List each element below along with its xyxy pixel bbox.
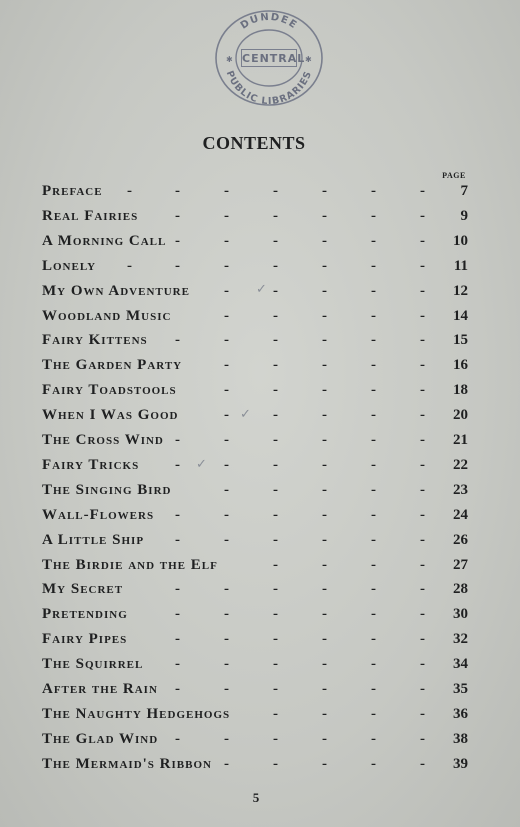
toc-entry-title: The Singing Bird: [42, 481, 172, 498]
pencil-check-icon: ✓: [196, 457, 207, 472]
toc-entry: [0, 355, 520, 380]
toc-entry: [0, 555, 520, 580]
dot-leaders: - - - - - -: [175, 432, 425, 448]
dot-leaders: - - - - - - -: [127, 183, 425, 199]
toc-entry: [0, 704, 520, 729]
toc-entry: [0, 380, 520, 405]
toc-entry-page: 18: [453, 382, 468, 399]
dot-leaders: - - - - -: [224, 407, 425, 424]
dot-leaders: - - - - - -: [175, 681, 425, 697]
toc-entry: [0, 306, 520, 331]
toc-entry-page: 35: [453, 681, 468, 697]
toc-entry: [0, 480, 520, 505]
toc-entry-page: 20: [453, 407, 468, 424]
toc-entry-page: 9: [460, 207, 468, 224]
toc-entry-page: 22: [453, 456, 468, 473]
toc-entry-title: Preface: [42, 183, 103, 199]
toc-entry-page: 27: [453, 556, 468, 573]
toc-entry-page: 7: [460, 183, 468, 199]
toc-entry-page: 14: [453, 307, 468, 324]
toc-entry-page: 38: [453, 730, 468, 747]
toc-entry: [0, 455, 520, 480]
stamp-bottom-text: PUBLIC LIBRARIES: [223, 69, 315, 108]
toc-entry-title: Lonely: [42, 257, 97, 274]
toc-entry-title: My Secret: [42, 581, 124, 598]
toc-entry-title: Woodland Music: [42, 307, 172, 324]
toc-entry-title: The Naughty Hedgehogs: [42, 705, 231, 722]
dot-leaders: - - - - - - -: [127, 257, 425, 274]
dot-leaders: - - - - -: [224, 755, 425, 772]
toc-entry-page: 39: [453, 755, 468, 772]
toc-entry: [0, 231, 520, 256]
toc-entry-page: 12: [453, 282, 468, 299]
dot-leaders: - - - - - -: [175, 207, 425, 224]
dot-leaders: - - - - - -: [175, 581, 425, 598]
toc-entry-title: When I Was Good: [42, 407, 179, 424]
toc-entry-title: The Mermaid's Ribbon: [42, 755, 212, 772]
toc-entry-page: 16: [453, 357, 468, 374]
dot-leaders: - - - - - -: [175, 656, 425, 673]
toc-entry: [0, 256, 520, 281]
stamp-center-text: CENTRAL: [241, 49, 297, 67]
dot-leaders: - - - - -: [224, 357, 425, 374]
toc-entry: [0, 330, 520, 355]
toc-entry: [0, 579, 520, 604]
toc-entry-page: 23: [453, 481, 468, 498]
toc-entry: [0, 405, 520, 430]
pencil-check-icon: ✓: [240, 407, 251, 422]
svg-text:✱: ✱: [305, 55, 312, 64]
toc-entry-page: 21: [453, 432, 468, 448]
toc-entry: [0, 679, 520, 704]
toc-entry-title: My Own Adventure: [42, 282, 190, 299]
toc-entry: [0, 206, 520, 231]
toc-entry-title: The Birdie and the Elf: [42, 556, 218, 573]
page-number: 5: [252, 790, 260, 805]
dot-leaders: - - - - - -: [175, 531, 425, 548]
dot-leaders: - - - - -: [224, 282, 425, 299]
dot-leaders: - - - - - -: [175, 506, 425, 523]
dot-leaders: - - - - - -: [175, 730, 425, 747]
toc-entry-title: Fairy Pipes: [42, 631, 128, 648]
toc-entry-page: 36: [453, 705, 468, 722]
toc-entry: [0, 505, 520, 530]
dot-leaders: - - - - - -: [175, 631, 425, 648]
toc-entry-title: Pretending: [42, 606, 128, 623]
toc-entry-page: 32: [453, 631, 468, 648]
toc-entry: [0, 629, 520, 654]
toc-entry-title: The Glad Wind: [42, 730, 159, 747]
svg-text:PUBLIC LIBRARIES: [224, 69, 315, 107]
toc-entry-title: The Garden Party: [42, 357, 183, 374]
toc-entry-page: 11: [453, 257, 468, 274]
pencil-check-icon: ✓: [256, 282, 267, 297]
toc-entry-page: 10: [453, 232, 468, 249]
toc-entry: [0, 530, 520, 555]
dot-leaders: - - - -: [273, 705, 425, 722]
toc-entry-page: 28: [453, 581, 468, 598]
dot-leaders: - - - - -: [224, 382, 425, 399]
svg-text:✱: ✱: [226, 55, 233, 64]
toc-entry-title: Fairy Toadstools: [42, 382, 177, 399]
page-title: CONTENTS: [202, 133, 306, 153]
dot-leaders: - - - -: [273, 556, 425, 573]
toc-entry-page: 26: [453, 531, 468, 548]
toc-entry-title: Fairy Kittens: [42, 332, 148, 349]
toc-entry-page: 30: [453, 606, 468, 623]
toc-entry: [0, 654, 520, 679]
toc-entry: [0, 181, 520, 206]
toc-entry-title: A Morning Call: [42, 232, 167, 249]
page-column-label: PAGE: [442, 171, 466, 180]
toc-entry-page: 15: [453, 332, 468, 349]
dot-leaders: - - - - - -: [175, 232, 425, 249]
toc-entry-title: The Squirrel: [42, 656, 144, 673]
toc-entry-title: After the Rain: [42, 681, 158, 697]
dot-leaders: - - - - - -: [175, 456, 425, 473]
dot-leaders: - - - - - -: [175, 332, 425, 349]
toc-entry-title: Wall-Flowers: [42, 506, 155, 523]
toc-entry-page: 34: [453, 656, 468, 673]
dot-leaders: - - - - -: [224, 481, 425, 498]
toc-entry: [0, 604, 520, 629]
toc-entry: [0, 430, 520, 455]
dot-leaders: - - - - - -: [175, 606, 425, 623]
toc-entry-title: The Cross Wind: [42, 432, 164, 448]
toc-entry-page: 24: [453, 506, 468, 523]
dot-leaders: - - - - -: [224, 307, 425, 324]
toc-entry: [0, 729, 520, 754]
toc-entry-title: Real Fairies: [42, 207, 139, 224]
library-stamp: [213, 8, 325, 108]
toc-entry: [0, 754, 520, 779]
stamp-top-text: DUNDEE: [238, 11, 300, 32]
toc-entry-title: A Little Ship: [42, 531, 145, 548]
toc-entry-title: Fairy Tricks: [42, 456, 140, 473]
